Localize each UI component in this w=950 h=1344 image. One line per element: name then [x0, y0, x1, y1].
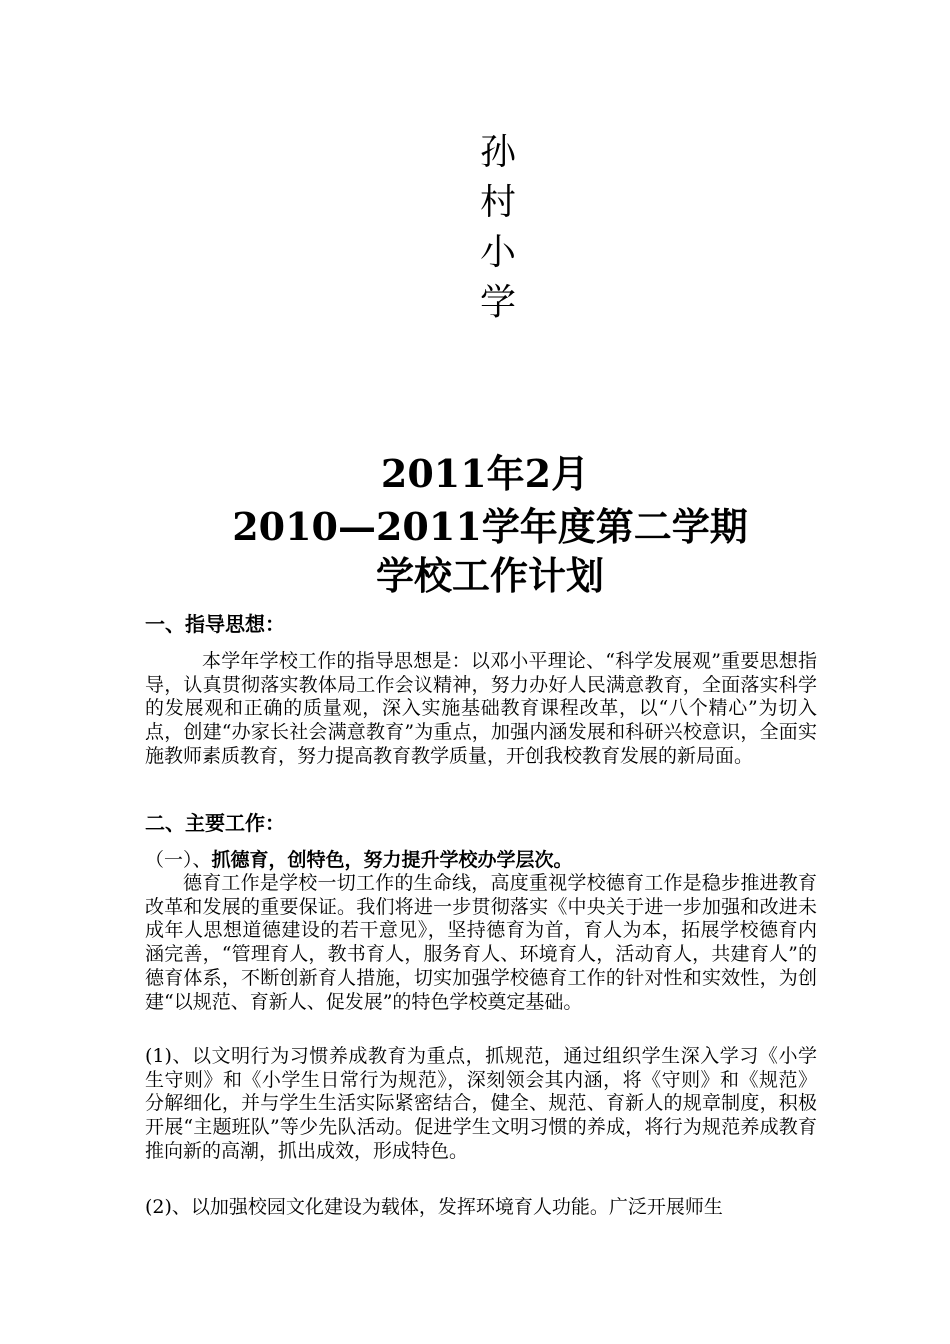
- school-name: [470, 128, 526, 328]
- school-name-char: 学: [479, 282, 516, 323]
- school-name-char: 村: [479, 182, 516, 223]
- document-title-line2: 学校工作计划: [375, 553, 604, 598]
- section-heading-guiding-ideology: 一、指导思想：: [145, 612, 285, 636]
- section-heading-main-work: 二、主要工作：: [145, 811, 285, 835]
- subsection-heading-moral-education: [145, 848, 573, 872]
- subsection-title: 抓德育，创特色，努力提升学校办学层次。: [211, 849, 573, 871]
- moral-education-paragraph: 德育工作是学校一切工作的生命线，高度重视学校德育工作是稳步推进教育改革和发展的重要保证。我们将进一步贯彻落实《中央关于进一步加强和改进未成年人思想道德建设的若干意见》，坚持德育为首，育人为本，拓展学校德育内涵完善，“管理育人，教书育人，服务育人、环境育人，活动育人，共建育人”的德育体系，不断创新育人措施，切实加强学校德育工作的针对性和实效性，为创建“以规范、育新人、促发展”的特色学校奠定基础。: [145, 872, 817, 1013]
- school-name-char: 孙: [479, 132, 516, 173]
- document-title-line1: 2010—2011学年度第二学期: [232, 504, 748, 549]
- document-date: 2011年2月: [380, 451, 590, 496]
- guiding-ideology-paragraph: 本学年学校工作的指导思想是：以邓小平理论、“科学发展观”重要思想指导，认真贯彻落实教体局工作会议精神，努力办好人民满意教育，全面落实科学的发展观和正确的质量观，深入实施基础教育课程改革，以“八个精心”为切入点，创建“办家长社会满意教育”为重点，加强内涵发展和科研兴校意识，全面实施教师素质教育，努力提高教育教学质量，开创我校教育发展的新局面。: [145, 650, 817, 767]
- list-item: (2)、以加强校园文化建设为载体，发挥环境育人功能。广泛开展师生: [145, 1196, 723, 1218]
- list-item: (1)、以文明行为习惯养成教育为重点，抓规范，通过组织学生深入学习《小学生守则》和《小学生日常行为规范》，深刻领会其内涵，将《守则》和《规范》分解细化，并与学生生活实际紧密结合，健全、规范、育新人的规章制度，积极开展“主题班队”等少先队活动。促进学生文明习惯的养成，将行为规范养成教育推向新的高潮，抓出成效，形成特色。: [145, 1045, 817, 1162]
- subsection-number: （一）、: [145, 849, 212, 871]
- school-name-char: 小: [479, 232, 516, 273]
